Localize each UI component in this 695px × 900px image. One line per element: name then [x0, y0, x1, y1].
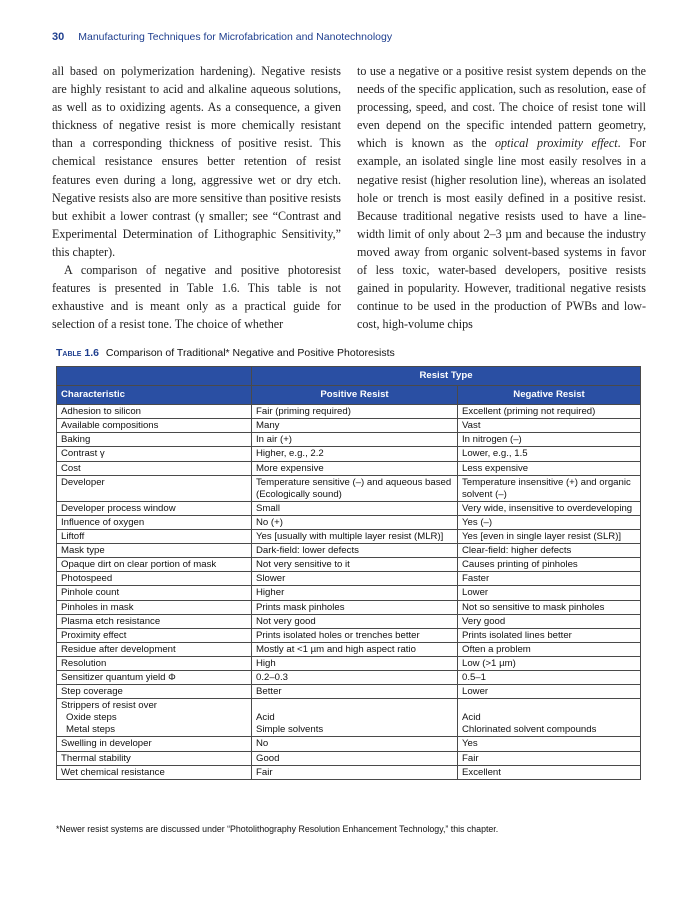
- table-cell: [252, 699, 458, 737]
- row-negative: Lower: [458, 685, 641, 699]
- table-row: [57, 628, 641, 642]
- row-positive: Higher, e.g., 2.2: [252, 447, 458, 461]
- left-column: [52, 62, 341, 333]
- row-positive: Fair (priming required): [252, 405, 458, 419]
- metal-negative: Chlorinated solvent compounds: [462, 724, 597, 736]
- row-negative: Yes (–): [458, 515, 641, 529]
- row-positive: Temperature sensitive (–) and aqueous based (Ecologically sound): [252, 475, 458, 501]
- row-characteristic: Contrast γ: [57, 447, 252, 461]
- row-characteristic: Cost: [57, 461, 252, 475]
- row-positive: Higher: [252, 586, 458, 600]
- table-row: [57, 475, 641, 501]
- table-header-empty: [57, 367, 252, 386]
- page-number: 30: [52, 31, 65, 43]
- row-characteristic: Available compositions: [57, 419, 252, 433]
- resist-comparison-table: [56, 366, 641, 780]
- row-negative: Less expensive: [458, 461, 641, 475]
- table-cell: [57, 699, 252, 737]
- table-group-header: Resist Type: [252, 367, 641, 386]
- table-row: [57, 586, 641, 600]
- row-negative: Clear-field: higher defects: [458, 544, 641, 558]
- col-header-positive: Positive Resist: [252, 386, 458, 405]
- oxide-steps-label: Oxide steps: [66, 712, 117, 724]
- table-body: [57, 405, 641, 699]
- row-negative: Yes [even in single layer resist (SLR)]: [458, 530, 641, 544]
- row-characteristic: Proximity effect: [57, 628, 252, 642]
- row-characteristic: Resolution: [57, 656, 252, 670]
- table-row: [57, 765, 641, 779]
- row-characteristic: Swelling in developer: [57, 737, 252, 751]
- row-negative: Very good: [458, 614, 641, 628]
- row-negative: Yes: [458, 737, 641, 751]
- strippers-heading: Strippers of resist over: [61, 700, 157, 712]
- row-negative: Not so sensitive to mask pinholes: [458, 600, 641, 614]
- row-positive: Slower: [252, 572, 458, 586]
- row-positive: Yes [usually with multiple layer resist (MLR)]: [252, 530, 458, 544]
- running-header: [52, 31, 392, 43]
- row-positive: High: [252, 656, 458, 670]
- table-body-after: [57, 737, 641, 779]
- table-cell: [458, 699, 641, 737]
- table-row: [57, 447, 641, 461]
- row-positive: Better: [252, 685, 458, 699]
- row-positive: Good: [252, 751, 458, 765]
- table-body-strippers: [57, 699, 641, 737]
- row-characteristic: Mask type: [57, 544, 252, 558]
- row-positive: 0.2–0.3: [252, 670, 458, 684]
- body-paragraph: A comparison of negative and positive photoresist features is presented in Table 1.6. This table is not exhaustive and is meant only as a practical guide for selection of a resist tone. The choice of whether: [52, 263, 341, 332]
- row-positive: Not very sensitive to it: [252, 558, 458, 572]
- table-title: Comparison of Traditional* Negative and Positive Photoresists: [105, 347, 395, 359]
- row-negative: In nitrogen (–): [458, 433, 641, 447]
- row-negative: Often a problem: [458, 642, 641, 656]
- table-row: [57, 501, 641, 515]
- table-row: [57, 572, 641, 586]
- row-characteristic: Baking: [57, 433, 252, 447]
- row-positive: No: [252, 737, 458, 751]
- table-row: [57, 530, 641, 544]
- table-caption: [56, 347, 395, 359]
- row-positive: Many: [252, 419, 458, 433]
- row-characteristic: Developer process window: [57, 501, 252, 515]
- row-negative: Temperature insensitive (+) and organic solvent (–): [458, 475, 641, 501]
- row-characteristic: Adhesion to silicon: [57, 405, 252, 419]
- row-negative: Fair: [458, 751, 641, 765]
- row-characteristic: Liftoff: [57, 530, 252, 544]
- table-row: [57, 433, 641, 447]
- row-negative: Excellent (priming not required): [458, 405, 641, 419]
- row-positive: In air (+): [252, 433, 458, 447]
- row-negative: Lower: [458, 586, 641, 600]
- paragraph-text: . For example, an isolated single line most easily resolves in a negative resist (higher resolution line), whereas an isolated hole or trench is most easily defined in a positive resist. Because traditional negative resists used to have a line-width limit of only about 2–3 µm and because the industry moved away from organic solvent-based systems in favor of less toxic, water-based developers, positive resists gained in popularity. However, traditional negative resists continue to be used in the production of PWBs and low-cost, high-volume chips: [357, 136, 646, 332]
- table-row: [57, 558, 641, 572]
- oxide-positive: Acid: [256, 712, 275, 724]
- col-header-negative: Negative Resist: [458, 386, 641, 405]
- table-row: [57, 600, 641, 614]
- row-negative: Excellent: [458, 765, 641, 779]
- row-characteristic: Step coverage: [57, 685, 252, 699]
- table-row: [57, 461, 641, 475]
- row-positive: Prints isolated holes or trenches better: [252, 628, 458, 642]
- row-negative: Vast: [458, 419, 641, 433]
- table-row: [57, 656, 641, 670]
- row-negative: Low (>1 µm): [458, 656, 641, 670]
- row-positive: More expensive: [252, 461, 458, 475]
- row-characteristic: Sensitizer quantum yield Φ: [57, 670, 252, 684]
- table-row: [57, 405, 641, 419]
- table-row: [57, 751, 641, 765]
- row-negative: Very wide, insensitive to overdeveloping: [458, 501, 641, 515]
- table-row: [57, 685, 641, 699]
- table-row: [57, 515, 641, 529]
- row-positive: Dark-field: lower defects: [252, 544, 458, 558]
- row-characteristic: Residue after development: [57, 642, 252, 656]
- row-positive: Mostly at <1 µm and high aspect ratio: [252, 642, 458, 656]
- paragraph-text: to use a negative or a positive resist system depends on the needs of the specific application, such as resolution, ease of processing, speed, and cost. The choice of resist tone will even depend on the specific intended pattern geometry, which is known as the: [357, 64, 646, 151]
- table-row: [57, 419, 641, 433]
- row-negative: Prints isolated lines better: [458, 628, 641, 642]
- table-footnote: *Newer resist systems are discussed under “Photolithography Resolution Enhancement Technology,” this chapter.: [56, 824, 499, 834]
- row-negative: Faster: [458, 572, 641, 586]
- metal-steps-label: Metal steps: [66, 724, 116, 736]
- body-paragraph: all based on polymerization hardening). Negative resists are highly resistant to acid and alkaline aqueous solutions, as well as to oxidizing agents. As a consequence, a given thickness of negative resist is more chemically resistant than a corresponding thickness of positive resist. This chemical resistance ensures better retention of resist features even during a long, aggressive wet or dry etch. Negative resists also are more sensitive than positive resists but exhibit a lower contrast (γ smaller; see “Contrast and Experimental Determination of Lithographic Sensitivity,” this chapter).: [52, 64, 341, 259]
- table-row: [57, 544, 641, 558]
- row-characteristic: Plasma etch resistance: [57, 614, 252, 628]
- row-characteristic: Pinhole count: [57, 586, 252, 600]
- row-positive: No (+): [252, 515, 458, 529]
- body-paragraph: [357, 62, 646, 333]
- col-header-characteristic: Characteristic: [57, 386, 252, 405]
- row-negative: Causes printing of pinholes: [458, 558, 641, 572]
- table-row: [57, 670, 641, 684]
- row-characteristic: Influence of oxygen: [57, 515, 252, 529]
- right-column: [357, 62, 646, 333]
- row-characteristic: Developer: [57, 475, 252, 501]
- row-positive: Prints mask pinholes: [252, 600, 458, 614]
- metal-positive: Simple solvents: [256, 724, 324, 736]
- row-negative: Lower, e.g., 1.5: [458, 447, 641, 461]
- oxide-negative: Acid: [462, 712, 481, 724]
- row-characteristic: Wet chemical resistance: [57, 765, 252, 779]
- emphasis-term: optical proximity effect: [494, 136, 618, 151]
- table-row: [57, 642, 641, 656]
- table-row: [57, 699, 641, 737]
- table-label: Table 1.6: [56, 347, 99, 359]
- row-positive: Small: [252, 501, 458, 515]
- row-positive: Fair: [252, 765, 458, 779]
- table-row: [57, 614, 641, 628]
- row-positive: Not very good: [252, 614, 458, 628]
- row-characteristic: Thermal stability: [57, 751, 252, 765]
- row-characteristic: Opaque dirt on clear portion of mask: [57, 558, 252, 572]
- row-characteristic: Pinholes in mask: [57, 600, 252, 614]
- row-characteristic: Photospeed: [57, 572, 252, 586]
- table-row: [57, 737, 641, 751]
- row-negative: 0.5–1: [458, 670, 641, 684]
- running-title: Manufacturing Techniques for Microfabrication and Nanotechnology: [78, 31, 393, 43]
